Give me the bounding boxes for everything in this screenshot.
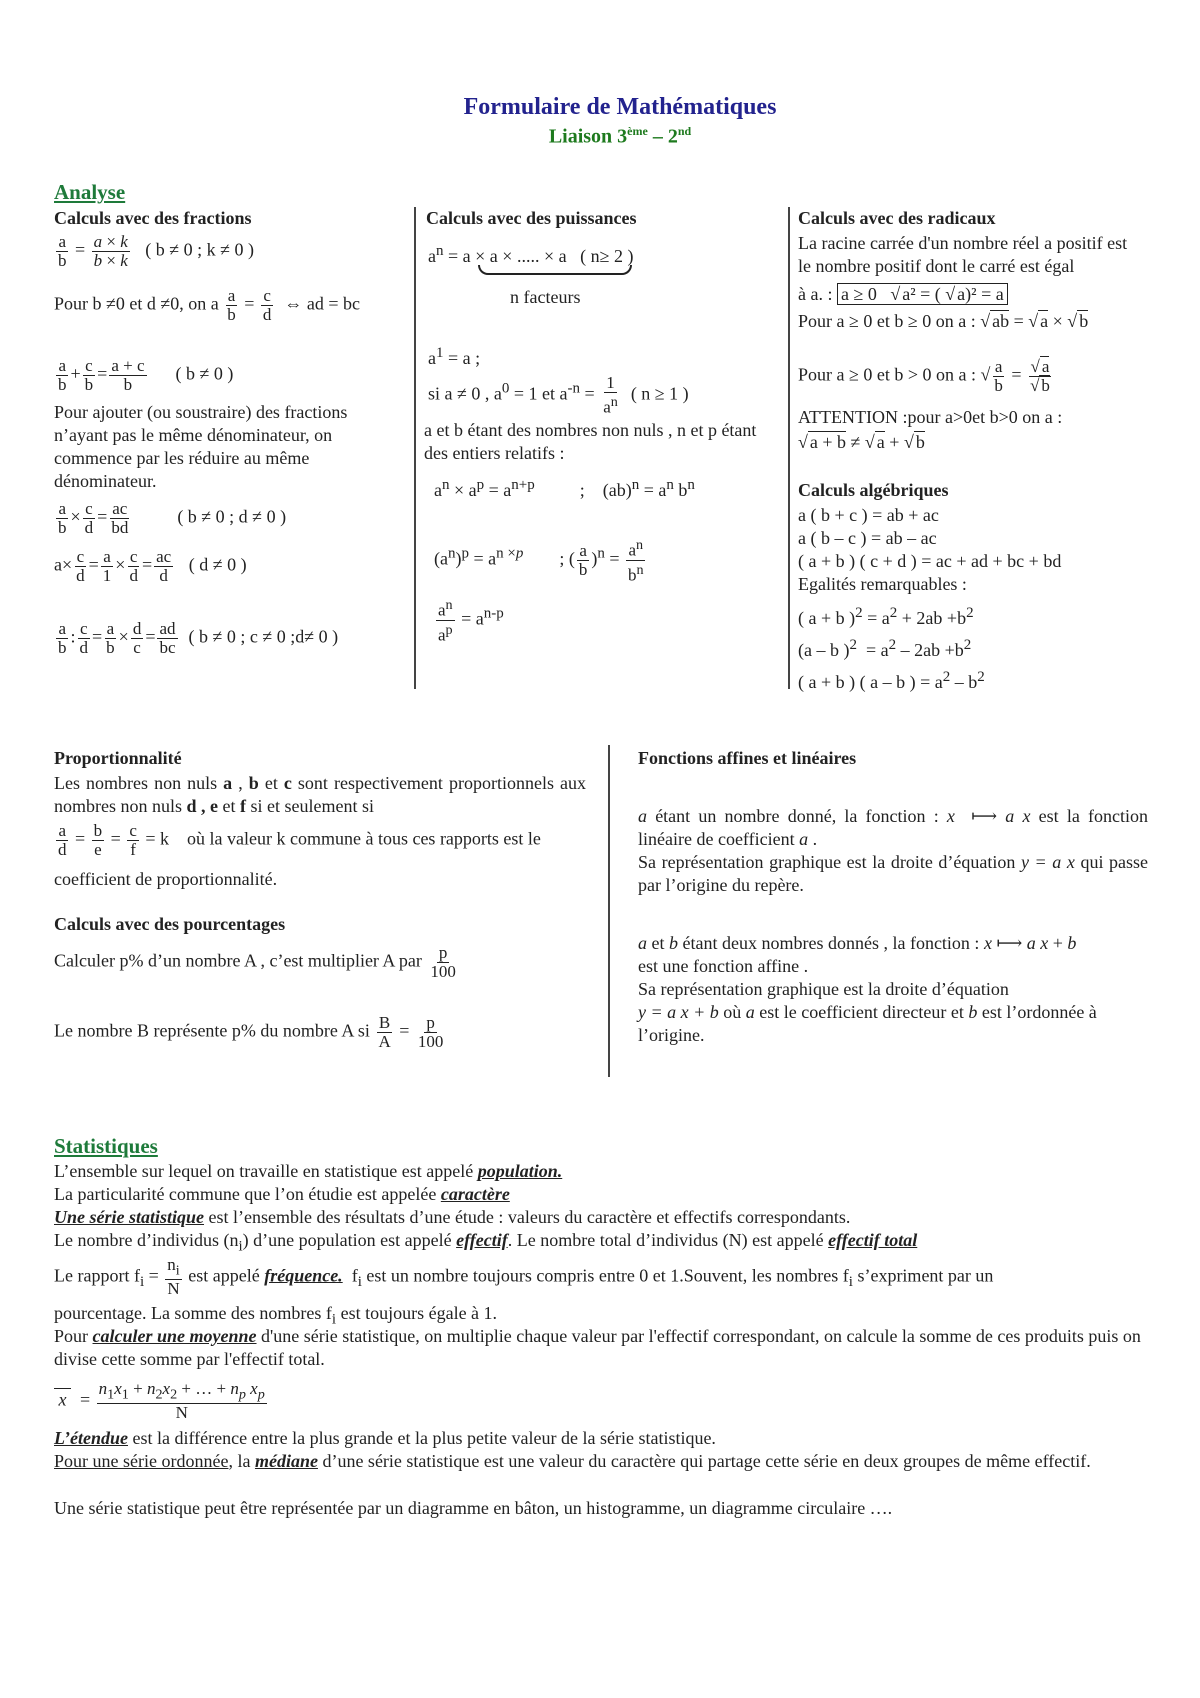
power-rule-power: $(a^n)^p = a^{n \times p}$ ; ( $\frac{a}{b}$ )$^n$ = $\frac{a^n}{b^n}$ xyxy=(434,537,644,585)
proportion-formula: $\frac{a}{d}$ = $\frac{b}{e}$ = $\frac{c}{f}$ = k où la valeur k commune à tous ces rapports est le xyxy=(58,821,541,859)
radical-attention: ATTENTION :pour a>0et b>0 on a : xyxy=(798,407,1063,427)
heading-fonctions: Fonctions affines et linéaires xyxy=(638,748,857,768)
remarkable-identity: (a – b )$^2 = a^2 - 2ab +b^2$ xyxy=(798,637,972,660)
affine-function-paragraph: a et b étant deux nombres donnés , la fonction : x ⟼ a x + b est une fonction affine . Sa représentation graphique est la droite d’équation y = a x + b où a est le coefficient directeur et b est l’ordonnée à l’origine. xyxy=(638,933,1097,1045)
section-analyse: Analyse xyxy=(54,180,126,204)
brace-symbol xyxy=(478,265,632,275)
algebra-line: ( a + b ) ( c + d ) = ac + ad + bc + bd xyxy=(798,551,1062,571)
fraction-rule-2: Pour b ≠0 et d ≠0, on a $\frac{a}{b}$ = $\frac{c}{d}$ ⇔ ad = bc xyxy=(54,286,361,324)
radical-paragraph: La racine carrée d'un nombre réel a positif est le nombre positif dont le carré est égal xyxy=(798,233,1128,276)
stats-effectif: Le nombre d’individus $(n_i)$ d’une population est appelé effectif. Le nombre total d’individus (N) est appelé effectif total xyxy=(54,1230,918,1255)
fraction-rule-1: $\frac{a}{b}$ = $\frac{a \times k}{b \times k}$ ( b ≠ 0 ; k ≠ 0 ) xyxy=(58,232,255,270)
brace-label: n facteurs xyxy=(510,287,581,307)
column-divider xyxy=(608,745,610,1077)
power-rule-quotient: $\frac{a^n}{a^p}$ = $a^{n-p}$ xyxy=(438,597,504,645)
section-statistiques: Statistiques xyxy=(54,1134,158,1158)
radical-product-rule: Pour a ≥ 0 et b ≥ 0 on a : √ ab = √ a × √ b xyxy=(798,311,1089,331)
power-rule-product: $a^n \times a^p = a^{n+p}$ ; $(ab)^n = a^n$ $b^n$ xyxy=(434,477,695,500)
stats-moyenne: Pour calculer une moyenne d'une série statistique, on multiplie chaque valeur par l'effectif correspondant, on calcule la somme de ces produits puis on divise cette somme par l'effectif total. xyxy=(54,1326,1141,1369)
column-divider xyxy=(788,207,790,689)
power-paragraph: a et b étant des nombres non nuls , n et p étant des entiers relatifs : xyxy=(424,420,757,463)
power-definition: $a^n = a \times a$ × ..... × a ( n≥ 2 ) xyxy=(428,243,634,266)
page-title: Formulaire de Mathématiques xyxy=(463,94,777,120)
algebra-line: a ( b – c ) = ab – ac xyxy=(798,528,937,548)
heading-puissances: Calculs avec des puissances xyxy=(426,208,637,228)
power-rule-a1: $a^1 = a$ ; xyxy=(428,345,481,368)
radical-definition: à a. : a ≥ 0 √ a² = ( √ a)² = a xyxy=(798,283,1008,305)
heading-algebriques: Calculs algébriques xyxy=(798,480,949,500)
stats-caractere: La particularité commune que l’on étudie est appelée caractère xyxy=(54,1184,510,1204)
percentage-rule-1: Calculer p% d’un nombre A , c’est multiplier A par $\frac{p}{100}$ xyxy=(54,943,456,981)
stats-moyenne-formula: x = $\frac{n_1x_1 + n_2x_2 + \dots + n_p x_p}{N}$ xyxy=(58,1379,265,1423)
remarkable-identity: ( a + b ) ( a – b ) = $a^2 - b^2$ xyxy=(798,669,985,692)
page-subtitle: Liaison 3ème – 2nd xyxy=(548,124,692,148)
fraction-rule-4: $\frac{a}{b}$ × $\frac{c}{d}$ = $\frac{ac}{bd}$ ( b ≠ 0 ; d ≠ 0 ) xyxy=(58,499,287,537)
stats-population: L’ensemble sur lequel on travaille en statistique est appelé population. xyxy=(54,1161,563,1181)
stats-etendue: L’étendue est la différence entre la plus grande et la plus petite valeur de la série statistique. xyxy=(54,1428,716,1448)
fraction-rule-6: $\frac{a}{b}$ : $\frac{c}{d}$ = $\frac{a}{b}$ × $\frac{d}{c}$ = $\frac{ad}{bc}$ ( b ≠ 0 ; c ≠ 0 ;d≠ 0 ) xyxy=(58,619,339,657)
stats-mediane: Pour une série ordonnée, la médiane d’une série statistique est une valeur du caractère qui partage cette série en deux groupes de même effectif. xyxy=(54,1451,1091,1471)
stats-diagrammes: Une série statistique peut être représentée par un diagramme en bâton, un histogramme, un diagramme circulaire …. xyxy=(54,1498,893,1518)
remarkable-identity: ( a + b )$^2 = a^2 + 2ab +b^2$ xyxy=(798,605,974,628)
heading-proportionnalite: Proportionnalité xyxy=(54,748,182,768)
heading-pourcentages: Calculs avec des pourcentages xyxy=(54,914,286,934)
fraction-rule-5: a× $\frac{c}{d}$ = $\frac{a}{1}$ × $\frac{c}{d}$ = $\frac{ac}{d}$ ( d ≠ 0 ) xyxy=(54,547,247,585)
radical-attention-formula: √ a + b ≠ √ a + √ b xyxy=(798,432,925,452)
stats-frequence: Le rapport $f_i$ = $\frac{n_i}{N}$ est appelé fréquence. $f_i$ est un nombre toujours compris entre 0 et 1.Souvent, les nombres $f_i$ s’expriment par un xyxy=(54,1255,994,1299)
stats-pourcentage: pourcentage. La somme des nombres $f_i$ est toujours égale à 1. xyxy=(54,1303,498,1328)
algebra-line: a ( b + c ) = ab + ac xyxy=(798,505,939,525)
percentage-rule-2: Le nombre B représente p% du nombre A si $\frac{B}{A}$ = $\frac{p}{100}$ xyxy=(54,1013,444,1051)
heading-fractions: Calculs avec des fractions xyxy=(54,208,252,228)
radical-quotient-rule: Pour a ≥ 0 et b > 0 on a : √ $\frac{a}{b}$ = $\frac{√ a}{√ b}$ xyxy=(798,357,1050,395)
stats-serie: Une série statistique est l’ensemble des résultats d’une étude : valeurs du caractère et effectifs correspondants. xyxy=(54,1207,851,1227)
column-divider xyxy=(414,207,416,689)
remarkable-label: Egalités remarquables : xyxy=(798,574,967,594)
fraction-paragraph: Pour ajouter (ou soustraire) des fractions n’ayant pas le même dénominateur, on commence par les réduire au même dénominateur. xyxy=(54,402,348,491)
fraction-rule-3: $\frac{a}{b}$ + $\frac{c}{b}$ = $\frac{a + c}{b}$ ( b ≠ 0 ) xyxy=(58,356,234,394)
proportion-paragraph: Les nombres non nuls a , b et c sont respectivement proportionnels aux nombres non nuls d , e et f si et seulement si xyxy=(54,773,586,816)
proportion-coefficient: coefficient de proportionnalité. xyxy=(54,869,278,889)
linear-function-paragraph: a étant un nombre donné, la fonction : x ⟼ a x est la fonction linéaire de coefficient a . Sa représentation graphique est la droite d’équation y = a x qui passe par l’origine du repère. xyxy=(638,806,1149,895)
power-rule-a0: si a ≠ 0 , $a^0 = 1$ et $a^{-n}$ = $\frac{1}{a^n}$ ( n ≥ 1 ) xyxy=(428,373,689,417)
heading-radicaux: Calculs avec des radicaux xyxy=(798,208,996,228)
